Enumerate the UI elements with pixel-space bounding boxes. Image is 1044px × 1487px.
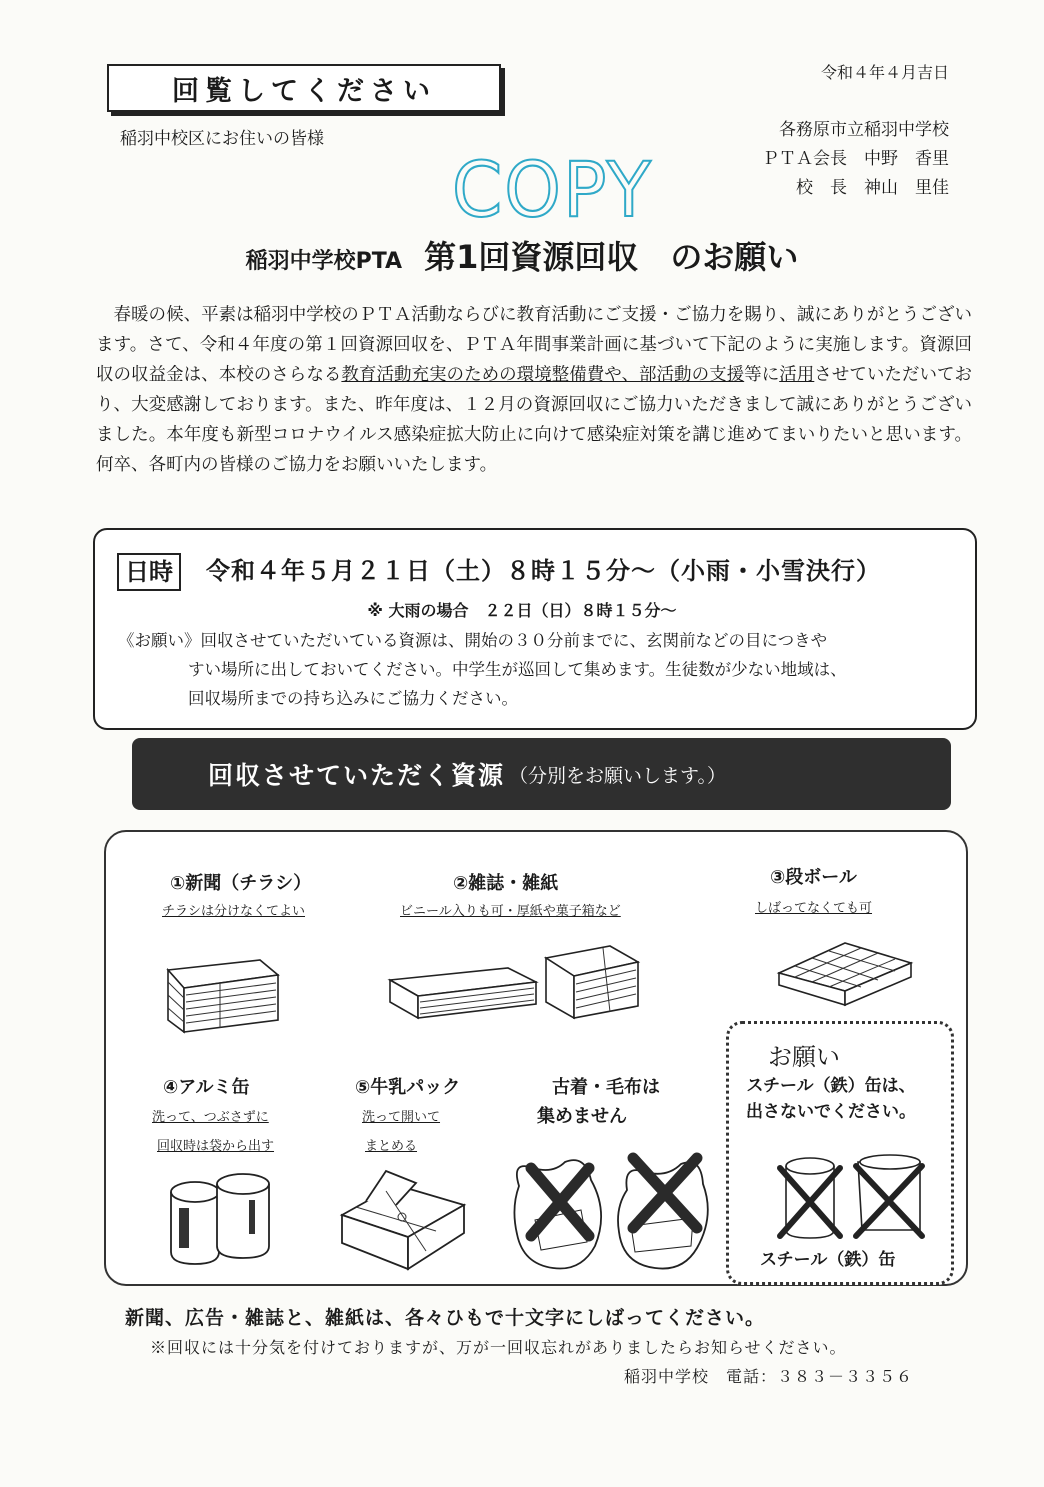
item-aluminum-note-1: 洗って、つぶさずに bbox=[152, 1110, 269, 1125]
sender-principal: 校 長 神山 里佳 bbox=[796, 178, 949, 198]
newspaper-illustration bbox=[160, 940, 285, 1035]
request-text-line-2: 出さないでください。 bbox=[746, 1102, 916, 1122]
request-title: お願い bbox=[768, 1043, 840, 1071]
footer-tying-note: 新聞、広告・雑誌と、雑紙は、各々ひもで十文字にしばってください。 bbox=[125, 1307, 766, 1329]
intro-text-b: 等に bbox=[744, 365, 780, 385]
intro-underline-1: 教育活動充実のための環境整備費や、部活動の支援 bbox=[341, 365, 745, 385]
banner-title: 回収させていただく資源 bbox=[208, 761, 506, 790]
intro-text-c: させていただいており、大変感謝しております。また、昨年度は、１２月の資源回収にご協力いただきまして誠にありがとうございました。本年度も新型コロナウイルス感染症拡大防止に向けて感染症対策を講じ進めてまいりたいと思います。何卒、各町内の皆様のご協力をお願いいたします。 bbox=[96, 365, 973, 475]
banner-subtitle: （分別をお願いします。） bbox=[509, 764, 726, 787]
sender-pta-chair: ＰＴＡ会長 中野 香里 bbox=[762, 149, 949, 169]
rain-note: ※ 大雨の場合 ２２日（日）８時１５分～ bbox=[367, 601, 677, 620]
request-line: すい場所に出しておいてください。中学生が巡回して集めます。生徒数が少ない地域は、 bbox=[188, 660, 847, 679]
recipient: 稲羽中校区にお住いの皆様 bbox=[120, 129, 324, 149]
request-text-line-1: スチール（鉄）缶は、 bbox=[746, 1076, 916, 1096]
item-old-clothes-note: 集めません bbox=[537, 1106, 627, 1127]
intro-text-a: 春暖の候、平素は稲羽中学校のＰＴＡ活動ならびに教育活動にご支援・ご協力を賜り、誠にありがとうございます。さて、令和４年度の第１回資源回収を、ＰＴＡ年間事業計画に基づいて下記のように実施します。資源回収の収益金は、本校のさらなる bbox=[96, 305, 972, 385]
item-newspaper-note: チラシは分けなくてよい bbox=[162, 904, 306, 919]
request-line: 回収場所までの持ち込みにご協力ください。 bbox=[188, 689, 518, 708]
schedule-datetime: 令和４年５月２１日（土）８時１５分～（小雨・小雪決行） bbox=[206, 557, 881, 585]
item-cardboard-title: ③段ボール bbox=[770, 867, 857, 888]
sender-school: 各務原市立稲羽中学校 bbox=[779, 120, 949, 140]
item-old-clothes-title: 古着・毛布は bbox=[552, 1077, 660, 1098]
footer-missed-note: ※回収には十分気を付けておりますが、万が一回収忘れがありましたらお知らせください。 bbox=[150, 1338, 847, 1357]
copy-stamp-text: COPY bbox=[452, 145, 653, 235]
item-aluminum-note-2: 回収時は袋から出す bbox=[157, 1139, 275, 1154]
steel-can-illustration bbox=[770, 1148, 930, 1243]
magazines-illustration bbox=[388, 940, 648, 1025]
request-line: 《お願い》回収させていただいている資源は、開始の３０分前までに、玄関前などの目につきや bbox=[118, 631, 828, 650]
cardboard-illustration bbox=[775, 935, 915, 1010]
resources-banner bbox=[132, 738, 951, 810]
request-text bbox=[746, 1073, 916, 1125]
schedule-label: 日時 bbox=[117, 553, 181, 591]
item-cardboard-note: しばってなくても可 bbox=[755, 901, 873, 916]
issue-date: 令和４年４月吉日 bbox=[820, 63, 949, 82]
schedule-request bbox=[118, 626, 958, 713]
item-magazines-note: ビニール入りも可・厚紙や菓子箱など bbox=[400, 904, 621, 919]
intro-underline-2: 活用 bbox=[779, 365, 815, 385]
steel-can-label: スチール（鉄）缶 bbox=[760, 1250, 896, 1270]
item-aluminum-title: ④アルミ缶 bbox=[163, 1077, 250, 1098]
title-org: 稲羽中学校PTA bbox=[245, 249, 403, 274]
old-clothes-illustration bbox=[505, 1150, 715, 1275]
sender-block bbox=[762, 116, 949, 203]
item-milk-carton-title: ⑤牛乳パック bbox=[355, 1077, 461, 1098]
milk-carton-illustration bbox=[336, 1165, 471, 1275]
item-magazines-title: ②雑誌・雑紙 bbox=[453, 873, 559, 894]
title-main: 第1回資源回収 のお願い bbox=[424, 238, 799, 276]
circulate-notice: 回覧してください bbox=[107, 64, 501, 112]
aluminum-can-illustration bbox=[165, 1170, 280, 1270]
intro-paragraph bbox=[96, 300, 972, 480]
item-milk-carton-note-1: 洗って開いて bbox=[362, 1110, 441, 1125]
footer-contact: 稲羽中学校 電話：３８３－３３５６ bbox=[624, 1367, 914, 1386]
copy-stamp bbox=[452, 146, 653, 234]
item-milk-carton-note-2: まとめる bbox=[365, 1139, 418, 1154]
item-newspaper-title: ①新聞（チラシ） bbox=[170, 873, 312, 894]
page-title bbox=[0, 232, 1044, 278]
